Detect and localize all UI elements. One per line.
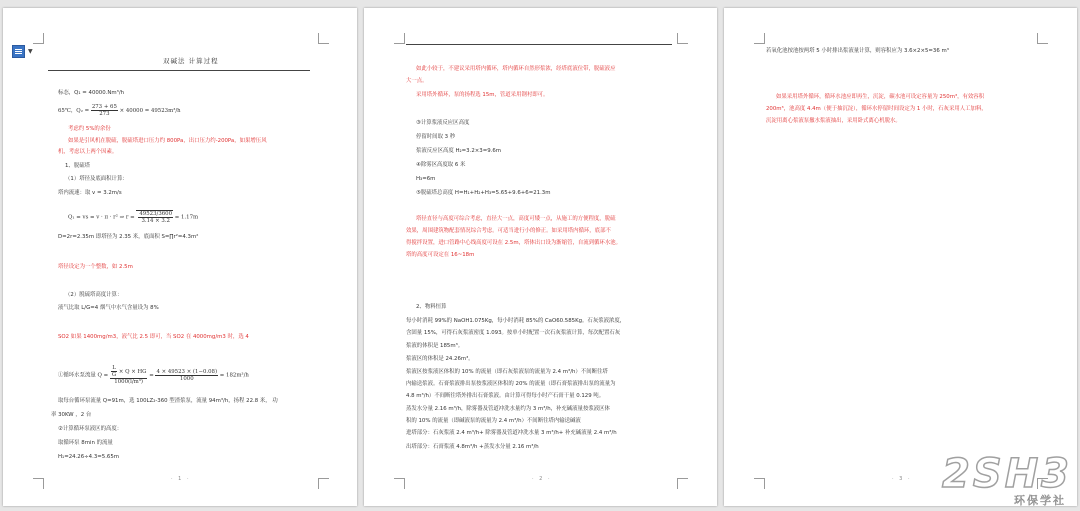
text-line: 浆液的体积是 185m³。 bbox=[406, 343, 464, 349]
formula-label: 65℃，Q₂ = bbox=[58, 108, 91, 114]
text-line: 采用塔外循环，泵的扬程选 15m，管道采用钢衬即可。 bbox=[416, 92, 549, 98]
text-line: D=2r=2.35m 即塔径为 2.35 米，底面积 S=∏r²=4.3m² bbox=[58, 234, 199, 240]
formula-q1 bbox=[68, 210, 198, 224]
margin-corner-mark bbox=[1037, 33, 1048, 44]
text-line: 蒸发水分量 2.16 m³/h，除雾器及管道冲洗水量约为 3 m³/h，补充碱液量按浆液区体 bbox=[406, 406, 610, 412]
fraction-numerator: L bbox=[112, 365, 116, 371]
text-line: 含固量 15%，可得石灰浆液密度 1.093。按单小时配置一次石灰浆液计算，每次配置石灰 bbox=[406, 330, 621, 336]
section-heading: 1、脱硫塔 bbox=[65, 163, 90, 169]
fraction-numerator bbox=[110, 365, 148, 379]
fraction-denominator: 1000 bbox=[179, 375, 194, 382]
page-header-title: 双碱法 计算过程 bbox=[163, 57, 219, 65]
fraction bbox=[110, 365, 148, 385]
text-line: 取循环泵 8min 的流量 bbox=[58, 440, 113, 446]
text-line: ④除雾区高度取 6 米 bbox=[416, 162, 466, 168]
text-line: 效果，周围建筑物配套情况综合考虑。可适当进行小的修正。如采用塔内循环，底部不 bbox=[406, 228, 611, 234]
page-footer: · 3 · bbox=[892, 476, 912, 482]
fraction bbox=[138, 211, 173, 224]
header-rule bbox=[406, 44, 672, 45]
text-line: 标态，Q₁ = 40000.Nm³/h bbox=[58, 90, 125, 96]
document-page-3 bbox=[724, 8, 1077, 506]
chevron-down-icon[interactable]: ▼ bbox=[28, 48, 33, 55]
fraction-numerator: 273 + 65 bbox=[91, 104, 117, 110]
text-line: 出塔部分：石膏浆液 4.8m³/h +蒸发水分量 2.16 m³/h bbox=[406, 444, 539, 450]
inner-fraction bbox=[111, 365, 117, 378]
text-line: SO2 如果 1400mg/m3，液气比 2.5 即可，当 SO2 在 4000mg/m3 时，选 4 bbox=[58, 334, 249, 340]
text-line: 大一点。 bbox=[406, 78, 428, 84]
subsection-heading: （1）塔径及底面积计算： bbox=[65, 176, 128, 182]
text-line: 率 30KW ，2 台 bbox=[51, 412, 92, 418]
text-line: 塔径设定为一个整数，如 2.5m bbox=[58, 264, 133, 270]
text-line: 浆液区的体积是 24.26m³。 bbox=[406, 356, 474, 362]
page-footer: · 2 · bbox=[532, 476, 552, 482]
fraction-denominator: G bbox=[111, 372, 117, 378]
fraction bbox=[155, 369, 218, 382]
text-line: 若氧化池按池按两塔 5 小时排出浆液量计算，则容积应为 3.6×2×5=36 m³ bbox=[766, 48, 949, 54]
watermark-subtitle: 环保学社 bbox=[1014, 494, 1066, 507]
text-line: H₃=6m bbox=[416, 176, 436, 182]
page-footer: · 1 · bbox=[171, 476, 191, 482]
text-line: 内输送浆液。石膏浆液排出泵按浆液区体积的 20% 的流量（即石膏浆液排出泵的流量为 bbox=[406, 381, 616, 387]
margin-corner-mark bbox=[318, 478, 329, 489]
fraction-denominator: 3.14 × 3.2 bbox=[141, 218, 170, 224]
fraction-denominator: 1000(l/m³) bbox=[114, 379, 144, 385]
text-line: 沉淀用离心浆液泵撤水浆液抽出，采用卧式离心机脱水。 bbox=[766, 118, 901, 124]
text-line: 进塔部分：石灰浆液 2.4 m³/h+ 除雾器及管道冲洗水量 3 m³/h+ 补充碱液量 2.4 m³/h bbox=[406, 430, 617, 436]
text-line: 得搅拌设置，进口管路中心线高度可设在 2.5m，塔体出口设为渐缩管，自流到循环水池。 bbox=[406, 240, 621, 246]
fraction bbox=[91, 104, 118, 117]
margin-corner-mark bbox=[33, 478, 44, 489]
fraction-denominator: 273 bbox=[99, 111, 110, 117]
margin-corner-mark bbox=[677, 478, 688, 489]
text-line: 积的 10% 的流量（即碱液泵的流量为 2.4 m³/h）不间断往塔内输送碱液 bbox=[406, 418, 581, 424]
text-line: 考虑约 5%的余份 bbox=[68, 126, 111, 132]
text-line: 机，考虑以上两个因素。 bbox=[58, 149, 118, 155]
text-line: 停留时间取 3 秒 bbox=[416, 134, 456, 140]
formula-q2 bbox=[58, 104, 181, 117]
margin-corner-mark bbox=[318, 33, 329, 44]
text-line: ⑤脱硫塔总高度 H=H₁+H₂+H₃=5.65+9.6+6=21.3m bbox=[416, 190, 551, 196]
text-line: 4.8 m³/h）不间断往塔外排出石膏浆液。由计算可得每小时产石膏干量 0.129 吨。 bbox=[406, 393, 605, 399]
fraction-numerator: 4 × 49523 × (1−0.08) bbox=[156, 368, 218, 375]
text-line: ②计算循环泵液区的高度： bbox=[58, 426, 123, 432]
fraction-numerator: 49523/3600 bbox=[139, 211, 173, 217]
text-line: 浆液区按浆液区体积的 10% 的流量（即石灰浆液泵的流量为 2.4 m³/h）不间断往塔 bbox=[406, 369, 608, 375]
formula-rest: × 40000 = 49523m³/h bbox=[119, 108, 181, 114]
header-rule bbox=[48, 70, 310, 71]
margin-corner-mark bbox=[754, 478, 765, 489]
text-line: 浆液反应区高度 H₂=3.2×3=9.6m bbox=[416, 148, 502, 154]
text-line: H₁=24.26÷4.3=5.65m bbox=[58, 454, 120, 460]
margin-corner-mark bbox=[754, 33, 765, 44]
text-line: 取每台循环泵流量 Q=91m，选 100LZ₂-360 型渣浆泵，流量 94m³/h，扬程 22.8 米， 功 bbox=[58, 398, 278, 404]
text-line: ③计算浆液反应区高度 bbox=[416, 120, 470, 126]
formula-right: = 1.17m bbox=[174, 214, 199, 221]
watermark-logo: 2SH3 bbox=[942, 451, 1072, 497]
document-map-icon[interactable] bbox=[12, 45, 25, 58]
document-page-2 bbox=[364, 8, 717, 506]
margin-corner-mark bbox=[394, 478, 405, 489]
margin-corner-mark bbox=[394, 33, 405, 44]
formula-pump: ①循环水泵流量 Q = $\frac{L}{G}$ × Q × HG 1000(l/m³) = $\frac{4 \times 49523 \times (1-0.08)}{1000}$ = 182m³/h bbox=[58, 365, 249, 385]
formula-label: ①循环水泵流量 bbox=[58, 372, 96, 379]
text-line: 如果采用塔外循环，循环水池应即再生，沉淀，碳水池可设定容量为 250m³，有效容积 bbox=[776, 94, 985, 100]
margin-corner-mark bbox=[677, 33, 688, 44]
text-line: 液气比取 L/G=4 烟气中水气含量设为 8% bbox=[58, 305, 159, 311]
formula-right: = 182m³/h bbox=[219, 372, 249, 379]
document-page-1 bbox=[3, 8, 357, 506]
text-line: 如果是引风机在脱硫，脱硫塔进口压力约 800Pa，出口压力约-200Pa，如果增压风 bbox=[68, 138, 267, 144]
text-line: 塔内流速：取 v = 3.2m/s bbox=[58, 190, 122, 196]
formula-left: Q = bbox=[97, 372, 109, 379]
text-line: 如此小较于，不建议采用塔内循环，塔内循环自然形浆浓，经塔底液位带，脱硫液应 bbox=[416, 66, 616, 72]
subsection-heading: （2）脱硫塔高度计算： bbox=[65, 292, 123, 298]
square-root bbox=[136, 210, 173, 224]
formula-mid: × Q × HG bbox=[118, 369, 147, 375]
text-line: 塔径直径与高度可综合考虑，直径大一点，高度可矮一点，从施工的方便程度，脱硫 bbox=[416, 216, 616, 222]
text-line: 塔的高度可设定在 16~18m bbox=[406, 252, 475, 258]
formula-left: Q₁ = vs = v · π · r² ⇒ r = bbox=[68, 214, 135, 221]
text-line: 每小时消耗 99%的 NaOH1.075Kg，每小时消耗 85%的 CaO60.585Kg。石灰浆液浓度， bbox=[406, 318, 626, 324]
text-line: 200m³，池高度 4.4m（便于抽沉淀），循环水停留时间设定为 1 小时，石灰采用人工加料， bbox=[766, 106, 987, 112]
section-heading: 2、物料恒算 bbox=[416, 304, 447, 310]
margin-corner-mark bbox=[33, 33, 44, 44]
